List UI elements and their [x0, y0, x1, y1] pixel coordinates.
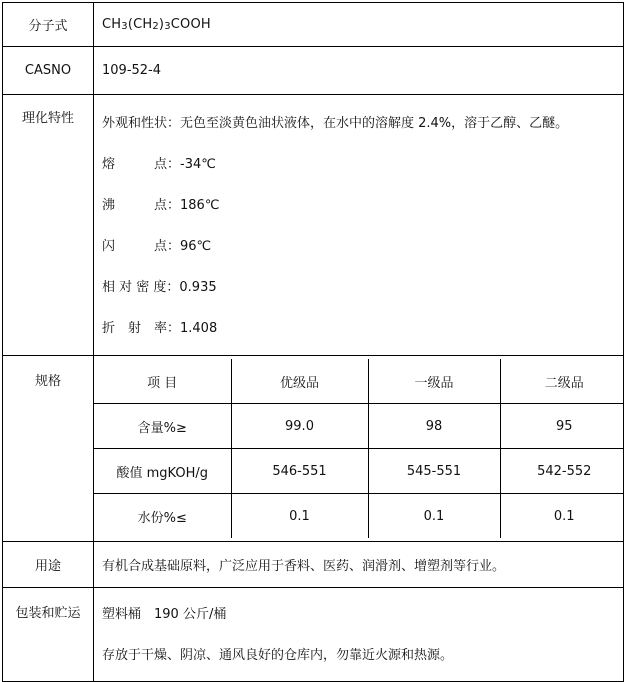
packaging-storage-value [94, 588, 624, 682]
spec-item-acid-value: 酸值 mgKOH/g [94, 449, 231, 494]
casno-label: CASNO [3, 47, 94, 95]
product-spec-table [2, 2, 624, 682]
spec-value: 0.1 [500, 494, 624, 539]
packaging-line-storage: 存放于干燥、阴凉、通风良好的仓库内，勿靠近火源和热源。 [102, 648, 454, 663]
spec-item-moisture: 水份%≤ [94, 494, 231, 539]
property-line-flash-point: 闪 点：96℃ [102, 238, 212, 254]
spec-row-content [94, 404, 624, 449]
row-usage [3, 542, 624, 588]
packaging-storage-label: 包装和贮运 [3, 588, 94, 682]
packaging-line-container: 塑料桶 190 公斤/桶 [102, 607, 227, 622]
formula-part: (CH [127, 17, 153, 32]
formula-part: CH [102, 17, 122, 32]
row-specifications [3, 356, 624, 542]
spec-value: 0.1 [231, 494, 368, 539]
spec-value: 546-551 [231, 449, 368, 494]
usage-value: 有机合成基础原料，广泛应用于香料、医药、润滑剂、增塑剂等行业。 [94, 542, 624, 588]
formula-subscript: 3 [164, 21, 171, 32]
formula-part: ) [158, 17, 165, 32]
spec-header-first-grade: 一级品 [368, 359, 500, 404]
spec-header-premium-grade: 优级品 [231, 359, 368, 404]
property-line-appearance: 外观和性状：无色至淡黄色油状液体，在水中的溶解度 2.4%，溶于乙醇、乙醚。 [102, 115, 569, 131]
specifications-grid [94, 356, 624, 542]
formula-part: COOH [170, 17, 211, 32]
molecular-formula-label: 分子式 [3, 3, 94, 47]
spec-value: 545-551 [368, 449, 500, 494]
row-physical-properties [3, 95, 624, 356]
spec-value: 98 [368, 404, 500, 449]
row-casno [3, 47, 624, 95]
row-molecular-formula [3, 3, 624, 47]
property-line-boiling-point: 沸 点：186℃ [102, 197, 220, 213]
usage-label: 用途 [3, 542, 94, 588]
physical-properties-label: 理化特性 [3, 95, 94, 356]
spec-header-row [94, 359, 624, 404]
casno-value: 109-52-4 [94, 47, 624, 95]
formula-subscript: 3 [121, 21, 128, 32]
spec-value: 99.0 [231, 404, 368, 449]
spec-row-acid-value [94, 449, 624, 494]
spec-value: 95 [500, 404, 624, 449]
molecular-formula-value [94, 3, 624, 47]
property-line-relative-density: 相 对 密 度：0.935 [102, 279, 217, 295]
property-line-melting-point: 熔 点：-34℃ [102, 156, 216, 172]
specifications-table [94, 359, 624, 538]
spec-value: 542-552 [500, 449, 624, 494]
property-line-refractive-index: 折 射 率：1.408 [102, 320, 218, 336]
specifications-label: 规格 [3, 356, 94, 542]
spec-value: 0.1 [368, 494, 500, 539]
spec-header-second-grade: 二级品 [500, 359, 624, 404]
spec-item-content: 含量%≥ [94, 404, 231, 449]
spec-header-item: 项 目 [94, 359, 231, 404]
spec-row-moisture [94, 494, 624, 539]
formula-subscript: 2 [152, 21, 159, 32]
physical-properties-value [94, 95, 624, 356]
row-packaging-storage [3, 588, 624, 682]
